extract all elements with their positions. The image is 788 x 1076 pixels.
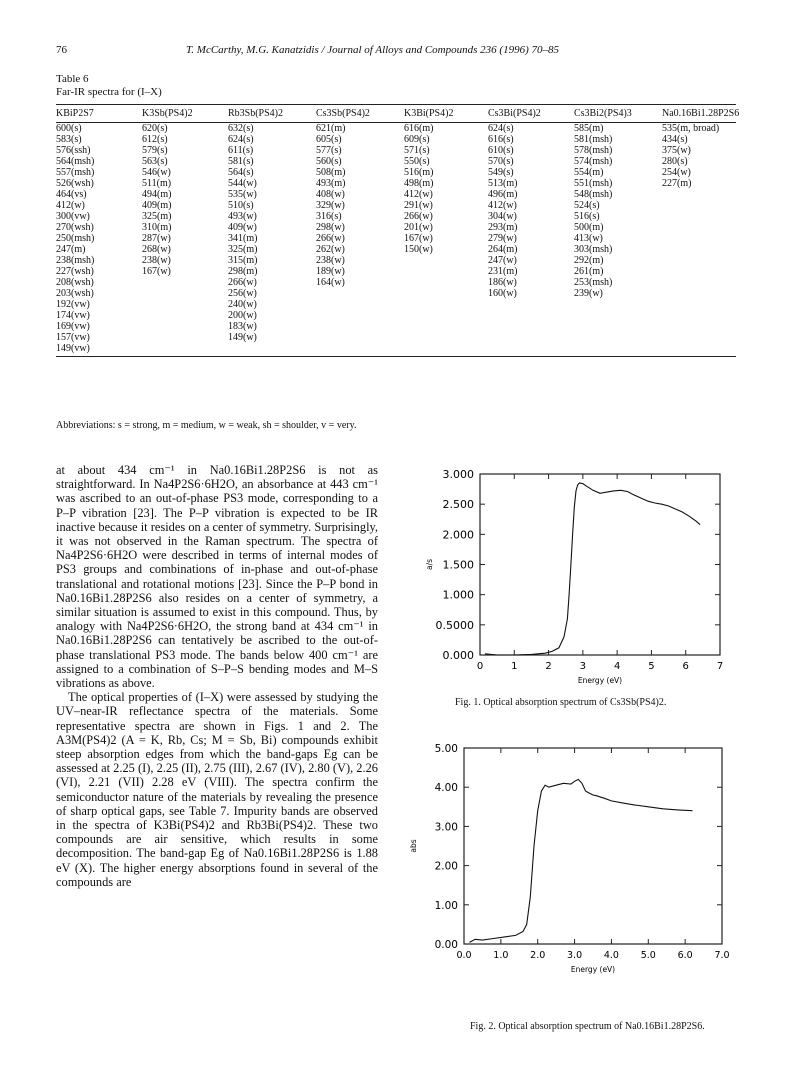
x-tick-label: 3.0 xyxy=(567,950,583,961)
table-cell: 564(msh) xyxy=(56,156,95,167)
table-row xyxy=(56,189,736,200)
table-cell: 605(s) xyxy=(316,134,342,145)
table-row xyxy=(56,134,736,145)
y-tick-label: 1.00 xyxy=(434,899,458,912)
table-label: Table 6 xyxy=(56,73,89,85)
table-cell: 247(w) xyxy=(488,255,517,266)
table-cell xyxy=(228,343,316,357)
x-tick-label: 0 xyxy=(476,661,484,672)
table-cell: 315(m) xyxy=(228,255,258,266)
table-cell xyxy=(574,310,662,321)
table-cell xyxy=(662,321,736,332)
table-cell: 164(w) xyxy=(316,277,345,288)
column-header: Cs3Sb(PS4)2 xyxy=(316,105,404,123)
table-cell: 585(m) xyxy=(574,123,604,134)
table-cell: 325(m) xyxy=(228,244,258,255)
table-cell: 227(wsh) xyxy=(56,266,94,277)
y-tick-label: 4.00 xyxy=(434,782,458,795)
table-cell: 240(w) xyxy=(228,299,257,310)
table-cell: 287(w) xyxy=(142,233,171,244)
figure-1-caption: Fig. 1. Optical absorption spectrum of Cs3Sb(PS4)2. xyxy=(455,697,667,708)
table-cell: 341(m) xyxy=(228,233,258,244)
table-title: Far-IR spectra for (I–X) xyxy=(56,86,162,98)
y-axis-label: a/s xyxy=(425,558,434,571)
table-cell: 493(m) xyxy=(316,178,346,189)
table-cell xyxy=(662,255,736,266)
table-cell: 293(m) xyxy=(488,222,518,233)
x-tick-label: 1 xyxy=(511,661,518,672)
table-cell: 189(w) xyxy=(316,266,345,277)
table-cell: 169(vw) xyxy=(56,321,90,332)
table-cell: 316(s) xyxy=(316,211,342,222)
far-ir-table xyxy=(56,104,740,357)
table-cell: 409(m) xyxy=(142,200,172,211)
table-cell: 581(s) xyxy=(228,156,254,167)
column-header: Cs3Bi2(PS4)3 xyxy=(574,105,662,123)
table-cell: 203(wsh) xyxy=(56,288,94,299)
table-cell: 494(m) xyxy=(142,189,172,200)
x-tick-label: 5 xyxy=(648,661,655,672)
table-cell: 412(w) xyxy=(56,200,85,211)
x-tick-label: 2.0 xyxy=(530,950,546,961)
y-tick-label: 2.500 xyxy=(442,498,474,512)
table-cell xyxy=(488,332,574,343)
table-cell xyxy=(662,277,736,288)
table-cell: 500(m) xyxy=(574,222,604,233)
table-cell xyxy=(142,277,228,288)
table-cell: 261(m) xyxy=(574,266,604,277)
table-cell: 624(s) xyxy=(488,123,514,134)
table-cell: 620(s) xyxy=(142,123,168,134)
table-row xyxy=(56,266,736,277)
table-cell: 300(vw) xyxy=(56,211,90,222)
table-cell xyxy=(404,343,488,357)
column-header: K3Bi(PS4)2 xyxy=(404,105,488,123)
table-footnote: Abbreviations: s = strong, m = medium, w = weak, sh = shoulder, v = very. xyxy=(56,420,357,431)
table-cell: 496(m) xyxy=(488,189,518,200)
spectrum-line xyxy=(470,779,693,942)
table-cell: 200(w) xyxy=(228,310,257,321)
table-cell xyxy=(662,222,736,233)
table-cell: 578(msh) xyxy=(574,145,613,156)
table-cell: 616(s) xyxy=(488,134,514,145)
table-cell: 574(msh) xyxy=(574,156,613,167)
table-cell: 247(m) xyxy=(56,244,86,255)
y-tick-label: 0.5000 xyxy=(435,618,474,632)
table-cell: 298(m) xyxy=(228,266,258,277)
table-cell: 375(w) xyxy=(662,145,691,156)
table-cell: 183(w) xyxy=(228,321,257,332)
table-cell: 571(s) xyxy=(404,145,430,156)
table-cell: 560(s) xyxy=(316,156,342,167)
y-tick-label: 1.500 xyxy=(442,558,474,572)
table-row xyxy=(56,200,736,211)
table-cell: 298(w) xyxy=(316,222,345,233)
table-cell: 250(msh) xyxy=(56,233,95,244)
table-cell: 632(s) xyxy=(228,123,254,134)
table-cell: 624(s) xyxy=(228,134,254,145)
table-cell: 238(msh) xyxy=(56,255,95,266)
table-row xyxy=(56,222,736,233)
table-cell xyxy=(574,321,662,332)
column-header: Cs3Bi(PS4)2 xyxy=(488,105,574,123)
x-tick-label: 1.0 xyxy=(493,950,509,961)
table-cell: 279(w) xyxy=(488,233,517,244)
x-tick-label: 4.0 xyxy=(603,950,619,961)
y-tick-label: 3.00 xyxy=(434,821,458,834)
table-cell: 304(w) xyxy=(488,211,517,222)
table-row xyxy=(56,299,736,310)
table-cell xyxy=(662,343,736,357)
table-cell xyxy=(662,233,736,244)
table-cell xyxy=(488,310,574,321)
table-cell: 227(m) xyxy=(662,178,692,189)
table-cell xyxy=(662,200,736,211)
table-cell: 408(w) xyxy=(316,189,345,200)
column-header: Rb3Sb(PS4)2 xyxy=(228,105,316,123)
table-cell: 303(msh) xyxy=(574,244,613,255)
table-cell: 546(w) xyxy=(142,167,171,178)
table-cell: 329(w) xyxy=(316,200,345,211)
table-cell: 291(w) xyxy=(404,200,433,211)
table-cell: 563(s) xyxy=(142,156,168,167)
y-tick-label: 0.000 xyxy=(442,649,474,662)
table-cell xyxy=(662,189,736,200)
table-cell xyxy=(662,299,736,310)
page-number: 76 xyxy=(56,44,67,56)
table-cell xyxy=(404,277,488,288)
table-cell: 253(msh) xyxy=(574,277,613,288)
table-cell: 160(w) xyxy=(488,288,517,299)
table-cell: 149(w) xyxy=(228,332,257,343)
table-cell: 557(msh) xyxy=(56,167,95,178)
table-cell: 310(m) xyxy=(142,222,172,233)
table-cell: 524(s) xyxy=(574,200,600,211)
table-cell xyxy=(662,310,736,321)
table-cell: 610(s) xyxy=(488,145,514,156)
table-cell: 516(m) xyxy=(404,167,434,178)
table-cell xyxy=(404,299,488,310)
table-cell xyxy=(662,266,736,277)
table-cell xyxy=(574,332,662,343)
table-cell: 413(w) xyxy=(574,233,603,244)
figure-2-chart xyxy=(409,738,742,976)
table-cell xyxy=(488,299,574,310)
table-cell: 256(w) xyxy=(228,288,257,299)
y-tick-label: 5.00 xyxy=(434,743,458,755)
table-cell: 548(msh) xyxy=(574,189,613,200)
x-tick-label: 6 xyxy=(682,661,689,672)
table-cell xyxy=(142,343,228,357)
table-cell: 616(m) xyxy=(404,123,434,134)
table-row xyxy=(56,343,736,357)
table-row xyxy=(56,178,736,189)
table-cell: 201(w) xyxy=(404,222,433,233)
table-cell xyxy=(316,343,404,357)
table-cell: 412(w) xyxy=(404,189,433,200)
table-row xyxy=(56,123,736,135)
table-cell: 581(msh) xyxy=(574,134,613,145)
table-cell xyxy=(662,332,736,343)
table-cell: 280(s) xyxy=(662,156,688,167)
table-cell: 550(s) xyxy=(404,156,430,167)
table-cell: 192(vw) xyxy=(56,299,90,310)
table-cell xyxy=(142,321,228,332)
x-tick-label: 0.0 xyxy=(456,950,472,961)
table-cell: 208(wsh) xyxy=(56,277,94,288)
table-cell xyxy=(488,321,574,332)
y-tick-label: 2.000 xyxy=(442,528,474,542)
table-cell: 239(w) xyxy=(574,288,603,299)
table-cell: 150(w) xyxy=(404,244,433,255)
table-row xyxy=(56,167,736,178)
table-cell: 266(w) xyxy=(228,277,257,288)
table-cell: 231(m) xyxy=(488,266,518,277)
plot-frame xyxy=(464,748,722,944)
table-cell: 262(w) xyxy=(316,244,345,255)
table-cell xyxy=(142,299,228,310)
body-text xyxy=(56,463,378,889)
table-cell: 434(s) xyxy=(662,134,688,145)
table-cell: 157(vw) xyxy=(56,332,90,343)
table-cell: 174(vw) xyxy=(56,310,90,321)
table-row xyxy=(56,288,736,299)
table-cell: 511(m) xyxy=(142,178,172,189)
table-cell: 544(w) xyxy=(228,178,257,189)
table-cell: 535(w) xyxy=(228,189,257,200)
x-tick-label: 6.0 xyxy=(677,950,693,961)
table-cell: 167(w) xyxy=(142,266,171,277)
paragraph: at about 434 cm⁻¹ in Na0.16Bi1.28P2S6 is not as straightforward. In Na4P2S6·6H2O, an absorbance at 443 cm⁻¹ was ascribed to an out-of-phase PS3 mode, corresponding to a P–P vibration [23]. The P–P vibration is expected to be IR inactive because it resides on a center of symmetry. Surprisingly, it was not observed in the Raman spectrum. The spectra of Na4P2S6·6H2O were described in terms of internal modes of PS3 groups and combinations of in-phase and out-of-phase translational and rotational motions [23]. Since the P–P bond in Na0.16Bi1.28P2S6 also resides on a center of symmetry, a similar situation is assumed to exist in this compound. Thus, by analogy with Na4P2S6·6H2O, the strong band at 434 cm⁻¹ in Na0.16Bi1.28P2S6 can tentatively be ascribed to the out-of-phase translational PS3 mode. The bands below 400 cm⁻¹ are assigned to a combination of S–P–S bending modes and M–S vibrations as above. xyxy=(56,463,378,691)
table-cell: 508(m) xyxy=(316,167,346,178)
table-cell xyxy=(488,343,574,357)
table-cell xyxy=(404,255,488,266)
table-row xyxy=(56,255,736,266)
table-cell: 186(w) xyxy=(488,277,517,288)
table-cell: 564(s) xyxy=(228,167,254,178)
table-cell: 612(s) xyxy=(142,134,168,145)
table-cell: 600(s) xyxy=(56,123,82,134)
table-cell: 583(s) xyxy=(56,134,82,145)
table-row xyxy=(56,321,736,332)
table-cell xyxy=(316,310,404,321)
table-cell: 513(m) xyxy=(488,178,518,189)
column-header: K3Sb(PS4)2 xyxy=(142,105,228,123)
table-row xyxy=(56,332,736,343)
table-cell: 412(w) xyxy=(488,200,517,211)
table-body xyxy=(56,123,736,357)
table-cell: 609(s) xyxy=(404,134,430,145)
y-axis-label: abs xyxy=(409,839,418,853)
running-title: T. McCarthy, M.G. Kanatzidis / Journal of Alloys and Compounds 236 (1996) 70–85 xyxy=(186,44,559,56)
table-cell xyxy=(662,244,736,255)
table-cell xyxy=(574,343,662,357)
x-axis-label: Energy (eV) xyxy=(577,676,623,685)
table-cell: 266(w) xyxy=(404,211,433,222)
x-tick-label: 7 xyxy=(716,661,724,672)
table-row xyxy=(56,145,736,156)
y-tick-label: 2.00 xyxy=(434,860,458,873)
x-axis-label: Energy (eV) xyxy=(570,965,616,974)
table-cell: 167(w) xyxy=(404,233,433,244)
table-row xyxy=(56,244,736,255)
table-header-row xyxy=(56,105,736,123)
table-cell: 516(s) xyxy=(574,211,600,222)
table-cell xyxy=(404,332,488,343)
table-cell: 264(m) xyxy=(488,244,518,255)
table-row xyxy=(56,277,736,288)
table-cell xyxy=(404,310,488,321)
column-header: Na0.16Bi1.28P2S6 xyxy=(662,105,736,123)
table-cell: 464(vs) xyxy=(56,189,87,200)
table-cell xyxy=(142,332,228,343)
table-cell: 270(wsh) xyxy=(56,222,94,233)
table-row xyxy=(56,310,736,321)
x-tick-label: 3 xyxy=(579,661,587,672)
table-cell: 554(m) xyxy=(574,167,604,178)
table-cell: 292(m) xyxy=(574,255,604,266)
table-cell xyxy=(142,310,228,321)
table-cell xyxy=(404,288,488,299)
table-row xyxy=(56,233,736,244)
table-cell xyxy=(142,288,228,299)
table-cell xyxy=(404,321,488,332)
table-cell: 409(w) xyxy=(228,222,257,233)
table-cell: 549(s) xyxy=(488,167,514,178)
table-cell xyxy=(316,299,404,310)
table-cell xyxy=(316,288,404,299)
y-tick-label: 0.00 xyxy=(434,939,458,951)
table-cell: 266(w) xyxy=(316,233,345,244)
table-cell xyxy=(316,321,404,332)
table-cell xyxy=(662,288,736,299)
plot-frame xyxy=(480,474,720,655)
paragraph: The optical properties of (I–X) were assessed by studying the UV–near-IR reflectance spectra of the materials. Some representative spectra are shown in Figs. 1 and 2. The A3M(PS4)2 (A = K, Rb, Cs; M = Sb, Bi) compounds exhibit steep absorption edges from which the band-gaps Eg can be assessed at 2.25 (I), 2.25 (II), 2.75 (III), 2.67 (IV), 2.80 (V), 2.26 (VI), 2.21 (VII) 2.28 eV (VIII). The spectra confirm the semiconductor nature of the materials by revealing the presence of sharp optical gaps, see Table 7. Impurity bands are observed in the spectra of K3Bi(PS4)2 and Rb3Bi(PS4)2. These two compounds are air sensitive, which results in some decomposition. The band-gap Eg of Na0.16Bi1.28P2S6 is 1.88 eV (X). The higher energy absorptions found in several of the compounds are xyxy=(56,690,378,889)
table-cell: 577(s) xyxy=(316,145,342,156)
table-cell: 576(ssh) xyxy=(56,145,91,156)
figure-1-chart xyxy=(412,460,732,685)
table-cell: 498(m) xyxy=(404,178,434,189)
table-cell xyxy=(574,299,662,310)
table-row xyxy=(56,156,736,167)
x-tick-label: 7.0 xyxy=(714,950,730,961)
table-cell: 535(m, broad) xyxy=(662,123,720,134)
x-tick-label: 4 xyxy=(613,661,621,672)
page-header xyxy=(56,44,746,60)
table-cell: 325(m) xyxy=(142,211,172,222)
table-cell: 551(msh) xyxy=(574,178,613,189)
table-row xyxy=(56,211,736,222)
table-cell: 570(s) xyxy=(488,156,514,167)
x-tick-label: 5.0 xyxy=(640,950,656,961)
table-cell: 238(w) xyxy=(142,255,171,266)
table-cell: 493(w) xyxy=(228,211,257,222)
figure-2-caption: Fig. 2. Optical absorption spectrum of Na0.16Bi1.28P2S6. xyxy=(470,1021,705,1032)
y-tick-label: 1.000 xyxy=(442,588,474,602)
spectrum-line xyxy=(485,483,700,655)
table-caption xyxy=(56,73,162,99)
table-cell: 238(w) xyxy=(316,255,345,266)
table-cell: 621(m) xyxy=(316,123,346,134)
table-cell xyxy=(404,266,488,277)
table-cell: 611(s) xyxy=(228,145,254,156)
table-cell: 579(s) xyxy=(142,145,168,156)
y-tick-label: 3.000 xyxy=(442,468,474,481)
table-cell: 254(w) xyxy=(662,167,691,178)
x-tick-label: 2 xyxy=(545,661,552,672)
table-cell: 526(wsh) xyxy=(56,178,94,189)
table-cell: 149(vw) xyxy=(56,343,142,357)
figure-2 xyxy=(409,738,742,981)
table-cell: 268(w) xyxy=(142,244,171,255)
figure-1 xyxy=(412,460,732,690)
table-cell: 510(s) xyxy=(228,200,254,211)
table-cell xyxy=(316,332,404,343)
table-cell xyxy=(662,211,736,222)
column-header: KBiP2S7 xyxy=(56,105,142,123)
